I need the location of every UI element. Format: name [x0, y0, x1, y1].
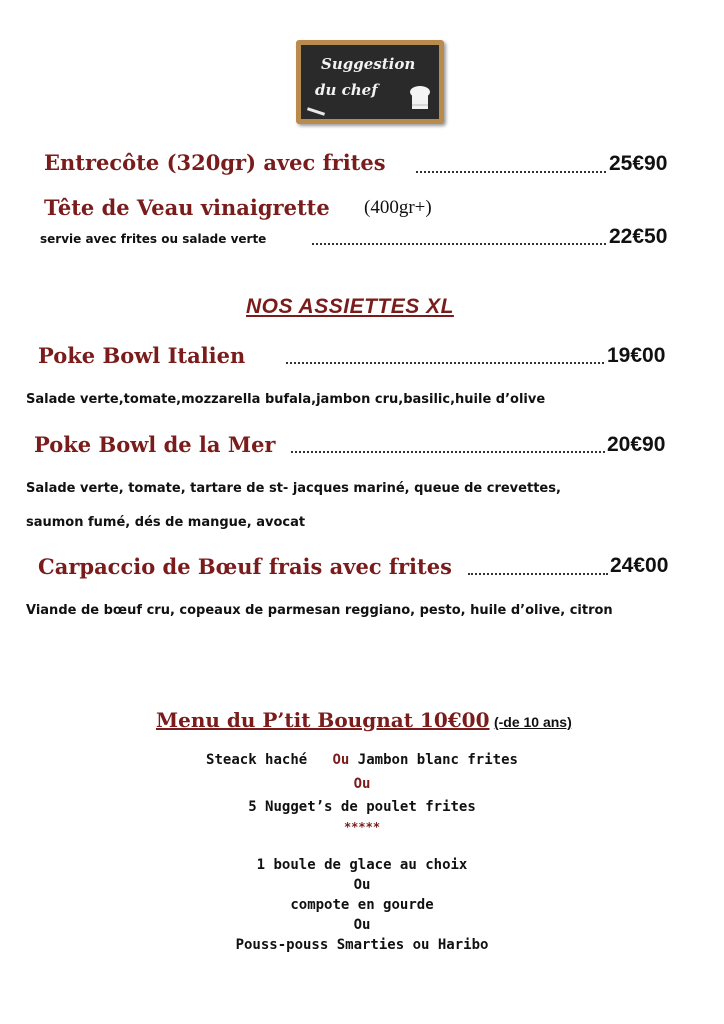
dish-description: Salade verte, tomate, tartare de st- jacques mariné, queue de crevettes, [26, 481, 561, 496]
price-entrecote: 25€90 [609, 152, 668, 175]
chalk-icon [307, 107, 325, 115]
kids-dessert-compote: compote en gourde [290, 897, 434, 913]
dish-description: servie avec frites ou salade verte [40, 232, 267, 246]
kids-menu-header [156, 708, 572, 732]
dish-description: Salade verte,tomate,mozzarella bufala,jambon cru,basilic,huile d’olive [26, 392, 546, 407]
dish-tete-de-veau: Tête de Veau vinaigrette [44, 195, 330, 220]
dot-leader [416, 171, 606, 173]
dish-entrecote: Entrecôte (320gr) avec frites [44, 150, 386, 175]
dot-leader [286, 362, 604, 364]
price-poke-italien: 19€00 [607, 344, 666, 367]
dish-weight: (400gr+) [364, 197, 432, 218]
price-carpaccio: 24€00 [610, 554, 669, 577]
board-line-1: Suggestion [321, 55, 416, 73]
dot-leader [291, 451, 605, 453]
kids-stars-divider: ***** [343, 820, 381, 834]
dish-carpaccio: Carpaccio de Bœuf frais avec frites [38, 554, 452, 579]
kids-menu-age-note: (-de 10 ans) [493, 714, 572, 730]
kids-option-nuggets: 5 Nugget’s de poulet frites [248, 799, 476, 815]
dish-description: saumon fumé, dés de mangue, avocat [26, 515, 306, 530]
kids-menu-line [0, 752, 724, 768]
kids-separator: Ou [353, 877, 371, 893]
kids-option-jambon: Jambon blanc frites [357, 752, 518, 768]
dot-leader [468, 573, 608, 575]
dish-description: Viande de bœuf cru, copeaux de parmesan reggiano, pesto, huile d’olive, citron [26, 603, 613, 618]
dot-leader [312, 243, 606, 245]
price-tete-de-veau: 22€50 [609, 225, 668, 248]
chef-hat-icon [409, 85, 431, 111]
dish-poke-mer: Poke Bowl de la Mer [34, 432, 276, 457]
kids-separator: Ou [353, 917, 371, 933]
kids-dessert-glace: 1 boule de glace au choix [256, 857, 468, 873]
section-title-assiettes: NOS ASSIETTES XL [246, 295, 454, 318]
kids-separator: Ou [353, 776, 371, 792]
kids-option-steak: Steack haché [206, 752, 308, 768]
suggestion-du-chef-board [296, 40, 444, 124]
board-line-2: du chef [315, 81, 378, 99]
price-poke-mer: 20€90 [607, 433, 666, 456]
kids-dessert-smarties: Pouss-pouss Smarties ou Haribo [235, 937, 489, 953]
kids-menu-title: Menu du P’tit Bougnat 10€00 [156, 708, 490, 732]
kids-separator: Ou [332, 752, 350, 768]
dish-poke-italien: Poke Bowl Italien [38, 343, 246, 368]
